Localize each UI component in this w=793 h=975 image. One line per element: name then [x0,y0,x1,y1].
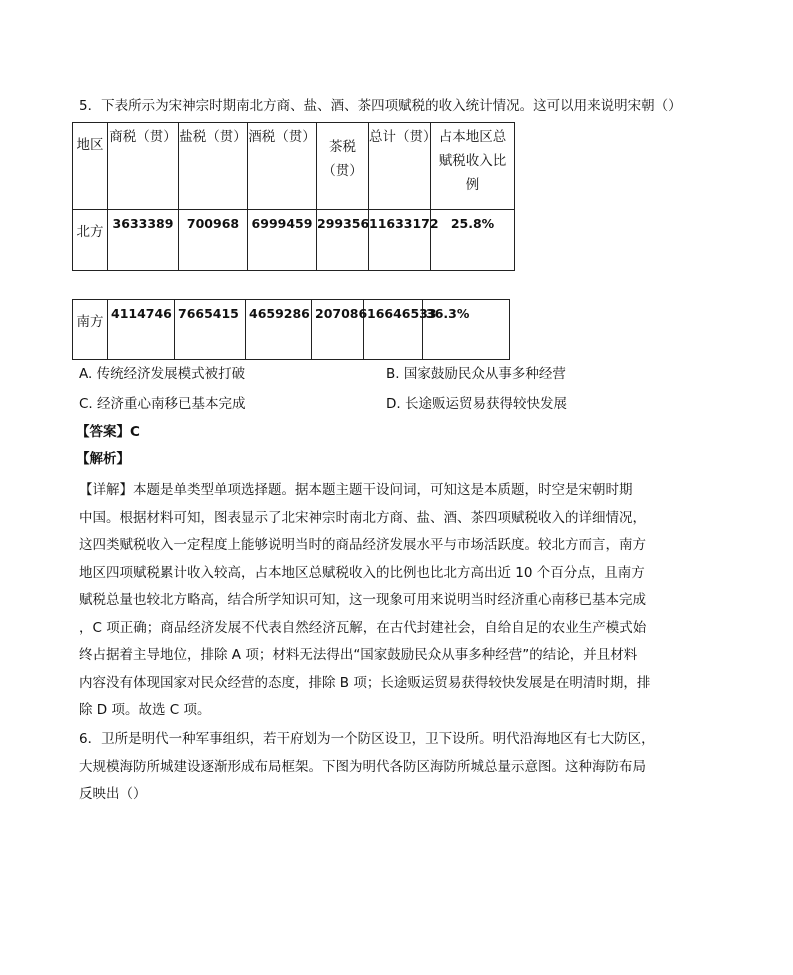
cell-south-ratio: 36.3% [423,300,510,360]
cell-north-region: 北方 [73,210,108,271]
cell-north-yan: 700968 [179,210,248,271]
option-b: B. 国家鼓励民众从事多种经营 [386,366,566,382]
tax-table-north [72,122,515,271]
q5-stem: 5．下表所示为宋神宗时期南北方商、盐、酒、茶四项赋税的收入统计情况。这可以用来说明宋朝（） [79,98,682,114]
tax-table-south [72,299,510,360]
header-cha-tax: 茶税（贯） [317,123,369,210]
cell-south-region: 南方 [73,300,108,360]
detail-line: 终占据着主导地位，排除 A 项；材料无法得出“国家鼓励民众从事多种经营”的结论，并且材料 [79,647,638,663]
detail-line: 【详解】本题是单类型单项选择题。据本题主题干设问词，可知这是本质题，时空是宋朝时期 [79,482,633,498]
detail-paragraph [79,477,679,725]
header-ratio: 占本地区总赋税收入比例 [431,123,515,210]
cell-north-jiu: 6999459 [248,210,317,271]
detail-line: 赋税总量也较北方略高，结合所学知识可知，这一现象可用来说明当时经济重心南移已基本完成 [79,592,646,608]
q6-paragraph [79,726,679,809]
cell-south-jiu: 4659286 [246,300,312,360]
table-row-north [73,210,515,271]
analysis-label: 【解析】 [76,451,130,467]
q6-line: 反映出（） [79,786,147,802]
header-total: 总计（贯） [369,123,431,210]
cell-south-shang: 4114746 [108,300,175,360]
cell-south-yan: 7665415 [175,300,246,360]
option-c: C. 经济重心南移已基本完成 [79,396,246,412]
cell-north-shang: 3633389 [108,210,179,271]
cell-north-total: 11633172 [369,210,431,271]
table-header-row [73,123,515,210]
table-row-south [73,300,510,360]
q6-line: 6．卫所是明代一种军事组织，若干府划为一个防区设卫，卫下设所。明代沿海地区有七大防区， [79,731,655,747]
detail-line: 除 D 项。故选 C 项。 [79,702,211,718]
detail-line: 中国。根据材料可知，图表显示了北宋神宗时南北方商、盐、酒、茶四项赋税收入的详细情况， [79,509,646,526]
option-d: D. 长途贩运贸易获得较快发展 [386,396,567,412]
detail-line: 这四类赋税收入一定程度上能够说明当时的商品经济发展水平与市场活跃度。较北方而言，南方 [79,537,646,553]
option-a: A. 传统经济发展模式被打破 [79,366,246,382]
q6-line: 大规模海防所城建设逐渐形成布局框架。下图为明代各防区海防所城总量示意图。这种海防布局 [79,758,646,775]
cell-north-cha: 299356 [317,210,369,271]
answer-value: C [130,424,140,440]
header-shang-tax: 商税（贯） [108,123,179,210]
detail-line: ，C 项正确；商品经济发展不代表自然经济瓦解，在古代封建社会，自给自足的农业生产模式始 [79,619,647,636]
detail-line: 内容没有体现国家对民众经营的态度，排除 B 项；长途贩运贸易获得较快发展是在明清时期，排 [79,674,651,691]
cell-south-cha: 207086 [312,300,364,360]
cell-south-total: 16646533 [364,300,423,360]
cell-north-ratio: 25.8% [431,210,515,271]
answer-label: 【答案】 [76,424,130,440]
header-yan-tax: 盐税（贯） [179,123,248,210]
answer-line [76,420,140,440]
detail-line: 地区四项赋税累计收入较高，占本地区总赋税收入的比例也比北方高出近 10 个百分点，且南方 [79,564,645,581]
header-jiu-tax: 酒税（贯） [248,123,317,210]
header-region: 地区 [73,123,108,210]
